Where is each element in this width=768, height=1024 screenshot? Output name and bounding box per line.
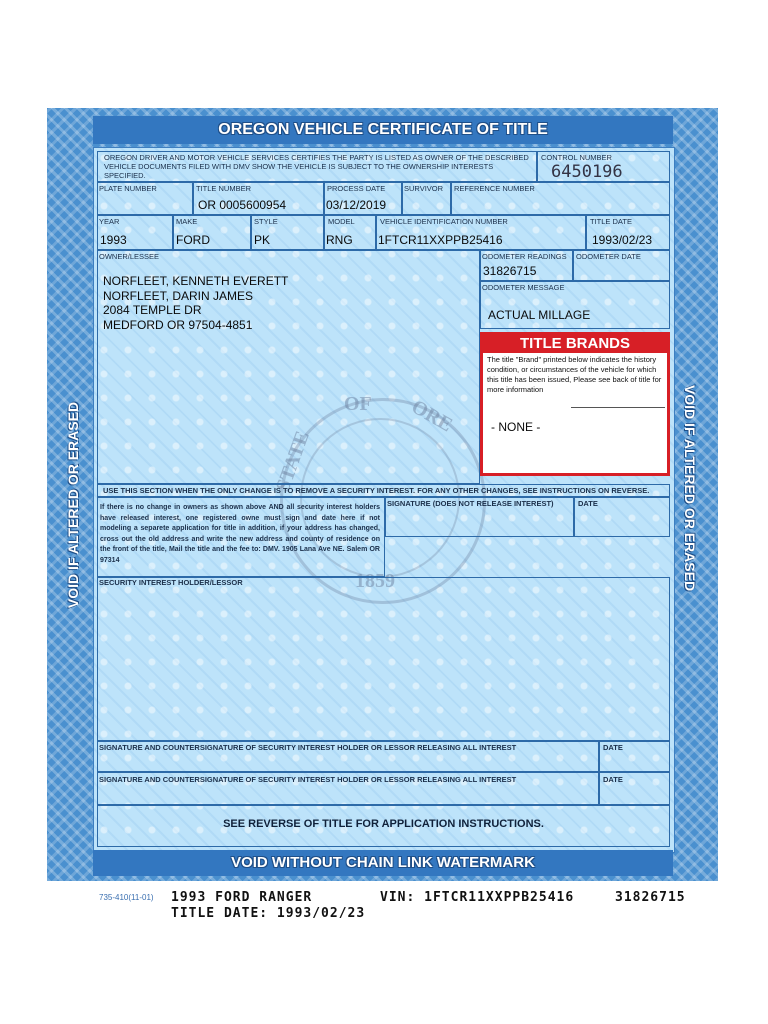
style-label: STYLE bbox=[254, 217, 278, 226]
intro-text: OREGON DRIVER AND MOTOR VEHICLE SERVICES CERTIFIES THE PARTY IS LISTED AS OWNER OF THE DESCRIBED VEHICLE DOCUMENTS FILED WITH DMV SHOW THE VEHICLE IS SUBJECT TO THE OWNERSHIP INTERESTS SPECIFIED. bbox=[104, 153, 529, 180]
seal-text-of: OF bbox=[344, 393, 372, 415]
odometer-message-label: ODOMETER MESSAGE bbox=[482, 283, 565, 292]
footer-vehicle: 1993 FORD RANGER bbox=[171, 890, 313, 905]
owner-line-4: MEDFORD OR 97504-4851 bbox=[103, 318, 253, 332]
process-date-label: PROCESS DATE bbox=[327, 184, 386, 193]
title-number-label: TITLE NUMBER bbox=[196, 184, 252, 193]
seal-text-state: STATE bbox=[271, 428, 314, 495]
seal-year: 1859 bbox=[355, 570, 395, 592]
survivor-label: SURVIVOR bbox=[404, 184, 444, 193]
reference-label: REFERENCE NUMBER bbox=[454, 184, 535, 193]
void-notice-right: VOID IF ALTERED OR ERASED bbox=[682, 384, 698, 592]
vin-label: VEHICLE IDENTIFICATION NUMBER bbox=[380, 217, 508, 226]
plate-label: PLATE NUMBER bbox=[99, 184, 157, 193]
void-notice-left: VOID IF ALTERED OR ERASED bbox=[65, 401, 81, 609]
countersignature-2-label: SIGNATURE AND COUNTERSIGNATURE OF SECURITY INTEREST HOLDER OR LESSOR RELEASING ALL INTEREST bbox=[99, 775, 517, 784]
brands-divider bbox=[571, 407, 665, 408]
title-date-label: TITLE DATE bbox=[590, 217, 632, 226]
odometer-value: 31826715 bbox=[483, 264, 537, 278]
security-holder-label: SECURITY INTEREST HOLDER/LESSOR bbox=[99, 578, 243, 587]
vin-value: 1FTCR11XXPPB25416 bbox=[378, 233, 503, 247]
footer-title-date: TITLE DATE: 1993/02/23 bbox=[171, 906, 366, 921]
void-watermark-banner: VOID WITHOUT CHAIN LINK WATERMARK bbox=[93, 850, 673, 876]
odometer-message-value: ACTUAL MILLAGE bbox=[488, 308, 591, 322]
model-value: RNG bbox=[326, 233, 353, 247]
see-reverse-text: SEE REVERSE OF TITLE FOR APPLICATION INSTRUCTIONS. bbox=[223, 818, 544, 830]
odometer-date-label: ODOMETER DATE bbox=[576, 252, 641, 261]
title-brands-box bbox=[480, 332, 670, 476]
make-label: MAKE bbox=[176, 217, 198, 226]
year-label: YEAR bbox=[99, 217, 120, 226]
make-value: FORD bbox=[176, 233, 210, 247]
signature-date-label: DATE bbox=[578, 499, 598, 508]
form-number: 735-410(11-01) bbox=[99, 893, 154, 902]
certificate-title: OREGON VEHICLE CERTIFICATE OF TITLE bbox=[93, 116, 673, 144]
odometer-readings-label: ODOMETER READINGS bbox=[482, 252, 567, 261]
owner-line-1: NORFLEET, KENNETH EVERETT bbox=[103, 274, 289, 288]
control-label: CONTROL NUMBER bbox=[541, 153, 612, 162]
title-brands-text: The title "Brand" printed below indicates the history condition, or circumstances of the vehicle for which this title has been issued, Please see back of title for more information bbox=[487, 355, 662, 394]
signature-label: SIGNATURE (DOES NOT RELEASE INTEREST) bbox=[387, 499, 554, 508]
owner-label: OWNER/LESSEE bbox=[99, 252, 160, 261]
countersignature-1-date: DATE bbox=[603, 743, 623, 752]
countersignature-1-label: SIGNATURE AND COUNTERSIGNATURE OF SECURITY INTEREST HOLDER OR LESSOR RELEASING ALL INTEREST bbox=[99, 743, 517, 752]
security-instructions: If there is no change in owners as shown above AND all security interest holders have released interest, one registered owne must sign and date here if not modeling a separete application for title in addition, if your address has changed, cross out the old address and write the new address and county of residence on the front of the title, Mail the title and the fee to: DMV. 1905 Lana Ave NE. Salem OR 97314 bbox=[100, 504, 380, 564]
model-label: MODEL bbox=[328, 217, 355, 226]
security-heading: USE THIS SECTION WHEN THE ONLY CHANGE IS TO REMOVE A SECURITY INTEREST. FOR ANY OTHER CHANGES, SEE INSTRUCTIONS ON REVERSE. bbox=[103, 486, 650, 495]
control-number: 6450196 bbox=[551, 162, 623, 182]
footer-vin: VIN: 1FTCR11XXPPB25416 bbox=[380, 890, 575, 905]
owner-line-2: NORFLEET, DARIN JAMES bbox=[103, 289, 254, 303]
countersignature-2-date: DATE bbox=[603, 775, 623, 784]
title-brands-heading: TITLE BRANDS bbox=[483, 335, 667, 353]
process-date-value: 03/12/2019 bbox=[326, 198, 387, 212]
footer-odometer: 31826715 bbox=[615, 890, 686, 905]
seal-text-ore: ORE bbox=[407, 395, 457, 437]
title-date-value: 1993/02/23 bbox=[592, 233, 653, 247]
owner-line-3: 2084 TEMPLE DR bbox=[103, 303, 202, 317]
title-brands-value: - NONE - bbox=[491, 420, 541, 434]
style-value: PK bbox=[254, 233, 271, 247]
security-holder-cell[interactable] bbox=[97, 577, 670, 741]
title-number-value: OR 0005600954 bbox=[198, 198, 287, 212]
year-value: 1993 bbox=[100, 233, 127, 247]
